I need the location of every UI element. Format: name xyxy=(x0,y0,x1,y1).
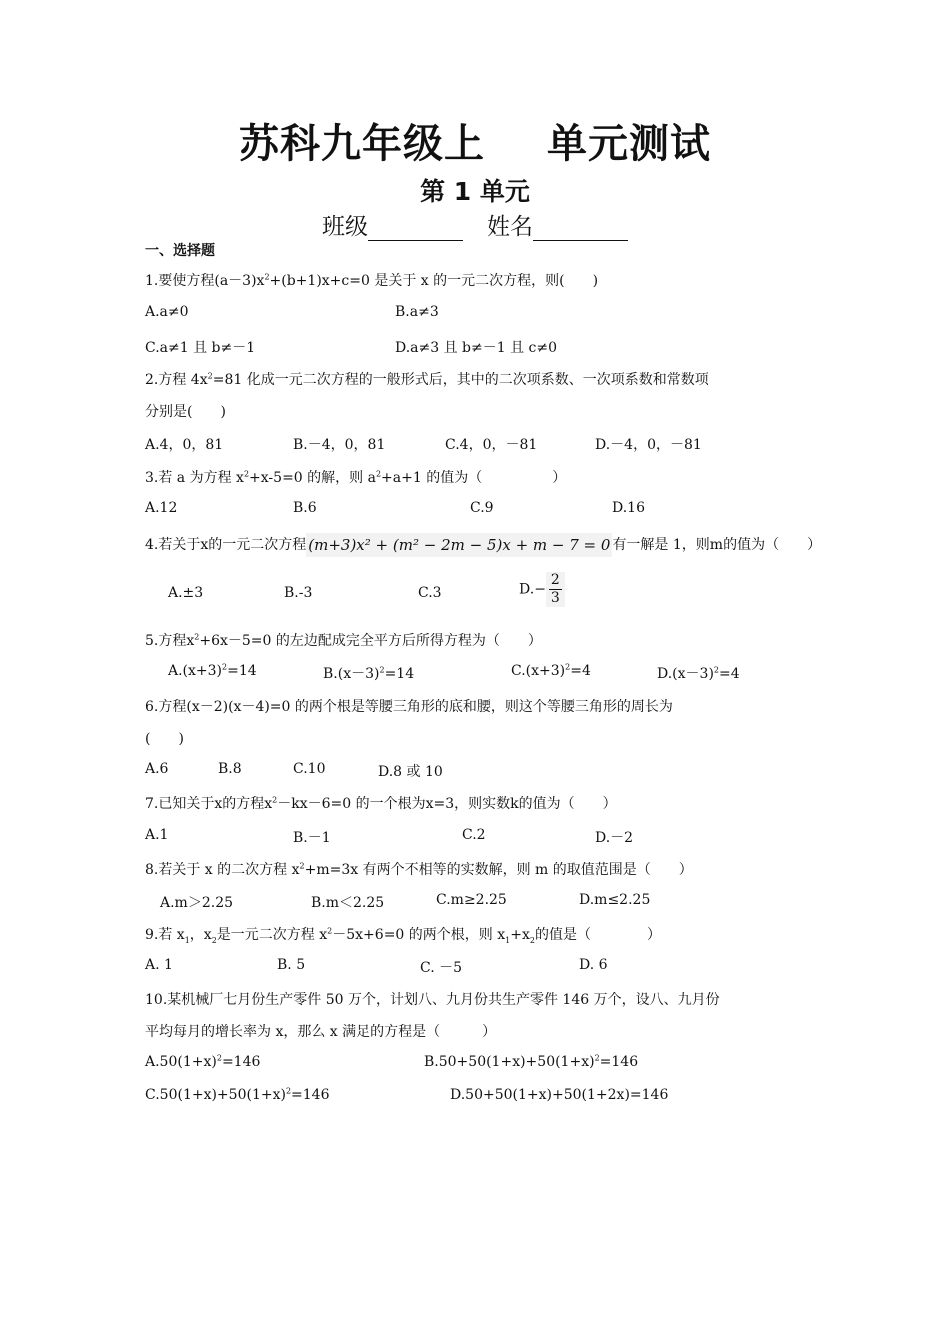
q2-option-a[interactable]: A.4，0，81 xyxy=(145,437,224,453)
q1-option-d[interactable]: D.a≠3 且 b≠－1 且 c≠0 xyxy=(395,340,558,356)
question-6-stem: 6.方程(x－2)(x－4)=0 的两个根是等腰三角形的底和腰，则这个等腰三角形的周长为 xyxy=(145,699,673,715)
q7-option-c[interactable]: C.2 xyxy=(462,827,486,843)
q3-option-b[interactable]: B.6 xyxy=(293,500,317,516)
class-label: 班级 xyxy=(322,214,368,240)
question-2-stem-line2: 分别是( ) xyxy=(145,404,226,420)
unit-subtitle: 第 1 单元 xyxy=(420,177,530,206)
question-2-stem: 2.方程 $4x^2=81$ 化成一元二次方程的一般形式后，其中的二次项系数、一次项系数和常数项 xyxy=(145,371,709,388)
fraction-two-thirds: $\frac{2}{3}$ xyxy=(546,572,565,607)
q3-option-d[interactable]: D.16 xyxy=(612,500,645,516)
q3-option-c[interactable]: C.9 xyxy=(470,500,494,516)
name-blank[interactable] xyxy=(533,216,628,241)
q10-option-b[interactable]: $B.50+50(1+x)+50(1+x)^2=146$ xyxy=(424,1053,639,1070)
q8-option-a[interactable]: A.m＞2.25 xyxy=(160,895,234,911)
q3-option-a[interactable]: A.12 xyxy=(145,500,178,516)
q10-option-c[interactable]: $C.50(1+x)+50(1+x)^2=146$ xyxy=(145,1086,330,1103)
title-right: 单元测试 xyxy=(547,121,711,167)
q8-option-b[interactable]: B.m＜2.25 xyxy=(311,895,385,911)
q2-option-c[interactable]: C.4，0，－81 xyxy=(445,437,538,453)
page-title xyxy=(0,112,950,169)
q6-option-a[interactable]: A.6 xyxy=(145,761,169,777)
q8-option-d[interactable]: D.m≤2.25 xyxy=(579,892,651,908)
q9-option-d[interactable]: D. 6 xyxy=(579,957,608,973)
q9-option-b[interactable]: B. 5 xyxy=(277,957,306,973)
q7-option-d[interactable]: D.－2 xyxy=(595,830,634,846)
equation-image: (m+3)x² + (m² − 2m − 5)x + m − 7 = 0 xyxy=(306,533,612,557)
question-5-stem: 5.方程$x^2+6x-5=0$ 的左边配成完全平方后所得方程为（ ） xyxy=(145,632,542,649)
q1-option-c[interactable]: C.a≠1 且 b≠－1 xyxy=(145,340,256,356)
q1-option-b[interactable]: B.a≠3 xyxy=(395,304,439,320)
q7-option-a[interactable]: A.1 xyxy=(145,827,169,843)
q6-option-b[interactable]: B.8 xyxy=(218,761,242,777)
question-3-stem: 3.若 a 为方程 $x^2+x-5=0$ 的解，则 $a^2+a+1$ 的值为（ ） xyxy=(145,469,567,486)
q9-option-c[interactable]: C. －5 xyxy=(420,960,463,976)
question-7-stem: 7.已知关于x的方程$x^2-kx-6=0$ 的一个根为x=3，则实数k的值为（ ） xyxy=(145,795,617,812)
question-9-stem: 9.若 $x_1$，$x_2$是一元二次方程 $x^2-5x+6=0$ 的两个根，则 $x_1+x_2$的值是（ ） xyxy=(145,926,661,945)
q1-option-a[interactable]: A.a≠0 xyxy=(145,304,189,320)
class-blank[interactable] xyxy=(368,216,463,241)
q4-option-b[interactable]: B.-3 xyxy=(284,585,313,601)
q4-option-d[interactable]: D.− $\frac{2}{3}$ xyxy=(519,572,565,607)
q5-option-a[interactable]: $A.(x+3)^2=14$ xyxy=(168,662,257,679)
q8-option-c[interactable]: C.m≥2.25 xyxy=(436,892,507,908)
q4-option-a[interactable]: A.±3 xyxy=(168,585,204,601)
section-heading: 一、选择题 xyxy=(145,243,215,259)
question-4-stem: 4.若关于x的一元二次方程 (m+3)x² + (m² − 2m − 5)x + m − 7 = 0 有一解是 1，则m的值为（ ） xyxy=(145,533,821,557)
question-10-stem: 10.某机械厂七月份生产零件 50 万个，计划八、九月份共生产零件 146 万个，设八、九月份 xyxy=(145,992,720,1008)
student-info-fields xyxy=(0,208,950,241)
q5-option-c[interactable]: $C.(x+3)^2=4$ xyxy=(511,662,591,679)
q2-option-b[interactable]: B.－4，0，81 xyxy=(293,437,386,453)
q2-option-d[interactable]: D.－4，0，－81 xyxy=(595,437,702,453)
q9-option-a[interactable]: A. 1 xyxy=(145,957,173,973)
question-8-stem: 8.若关于 x 的二次方程 $x^2+m=3x$ 有两个不相等的实数解，则 m 的取值范围是（ ） xyxy=(145,861,693,878)
q4-option-c[interactable]: C.3 xyxy=(418,585,442,601)
q6-option-d[interactable]: D.8 或 10 xyxy=(378,764,443,780)
question-1-stem: 1.要使方程$(a-3)x^2+(b+1)x+c=0$ 是关于 x 的一元二次方程，则( ) xyxy=(145,272,599,289)
q5-option-d[interactable]: $D.(x-3)^2=4$ xyxy=(657,665,740,682)
q6-option-c[interactable]: C.10 xyxy=(293,761,326,777)
title-left: 苏科九年级上 xyxy=(239,121,485,167)
q7-option-b[interactable]: B.－1 xyxy=(293,830,331,846)
q10-option-d[interactable]: D.50+50(1+x)+50(1+2x)=146 xyxy=(450,1087,669,1103)
question-10-stem-line2: 平均每月的增长率为 x，那么 x 满足的方程是（ ） xyxy=(145,1024,497,1040)
question-6-stem-line2: ( ) xyxy=(145,731,184,747)
q5-option-b[interactable]: $B.(x-3)^2=14$ xyxy=(323,665,415,682)
name-label: 姓名 xyxy=(487,214,533,240)
q10-option-a[interactable]: $A.50(1+x)^2=146$ xyxy=(145,1053,261,1070)
